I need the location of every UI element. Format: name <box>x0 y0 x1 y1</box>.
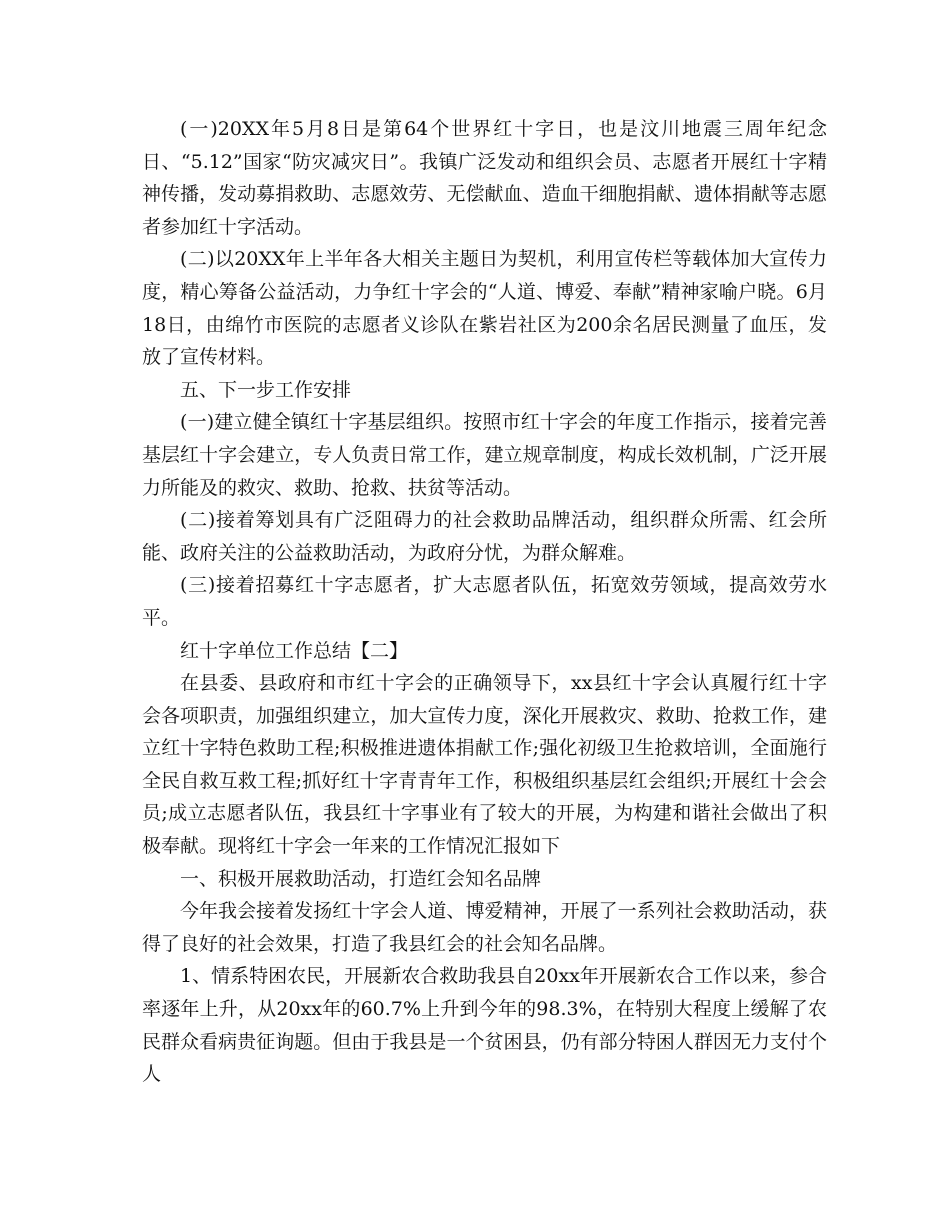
paragraph-5: (三)接着招募红十字志愿者，扩大志愿者队伍，拓宽效劳领域，提高效劳水平。 <box>142 574 827 629</box>
section-heading-5: 五、下一步工作安排 <box>180 378 352 401</box>
paragraph-2: (二)以20XX年上半年各大相关主题日为契机，利用宣传栏等载体加大宣传力度，精心筹备公益活动，力争红十字会的“人道、博爱、奉献”精神家喻户晓。6月18日，由绵竹市医院的志愿者义诊队在紫岩社区为200余名居民测量了血压，发放了宣传材料。 <box>142 248 827 369</box>
paragraph-8: 1、情系特困农民，开展新农合救助我县自20xx年开展新农合工作以来，参合率逐年上升，从20xx年的60.7%上升到今年的98.3%，在特别大程度上缓解了农民群众看病贵征询题。但由于我县是一个贫困县，仍有部分特困人群因无力支付个人 <box>142 965 827 1086</box>
paragraph-1: (一)20XX年5月8日是第64个世界红十字日，也是汶川地震三周年纪念日、“5.12”国家“防灾减灾日”。我镇广泛发动和组织会员、志愿者开展红十字精神传播，发动募捐救助、志愿效劳、无偿献血、造血干细胞捐献、遗体捐献等志愿者参加红十字活动。 <box>142 118 827 238</box>
paragraph-7: 今年我会接着发扬红十字会人道、博爱精神，开展了一系列社会救助活动，获得了良好的社会效果，打造了我县红会的社会知名品牌。 <box>142 900 827 955</box>
paragraph-3: (一)建立健全镇红十字基层组织。按照市红十字会的年度工作指示，接着完善基层红十字会建立，专人负责日常工作，建立规章制度，构成长效机制，广泛开展力所能及的救灾、救助、抢救、扶贫等活动。 <box>142 411 827 499</box>
paragraph-4: (二)接着筹划具有广泛阻碍力的社会救助品牌活动，组织群众所需、红会所能、政府关注的公益救助活动，为政府分忧，为群众解难。 <box>142 509 827 564</box>
section-heading-1: 一、积极开展救助活动，打造红会知名品牌 <box>180 867 542 890</box>
paragraph-6: 在县委、县政府和市红十字会的正确领导下，xx县红十字会认真履行红十字会各项职责，加强组织建立，加大宣传力度，深化开展救灾、救助、抢救工作，建立红十字特色救助工程;积极推进遗体捐献工作;强化初级卫生抢救培训，全面施行全民自救互救工程;抓好红十字青青年工作，积极组织基层红会组织;开展红十会会员;成立志愿者队伍，我县红十字事业有了较大的开展，为构建和谐社会做出了积极奉献。现将红十字会一年来的工作情况汇报如下 <box>142 672 827 858</box>
summary-title-2: 红十字单位工作总结【二】 <box>180 639 409 662</box>
document-body <box>142 113 827 1091</box>
